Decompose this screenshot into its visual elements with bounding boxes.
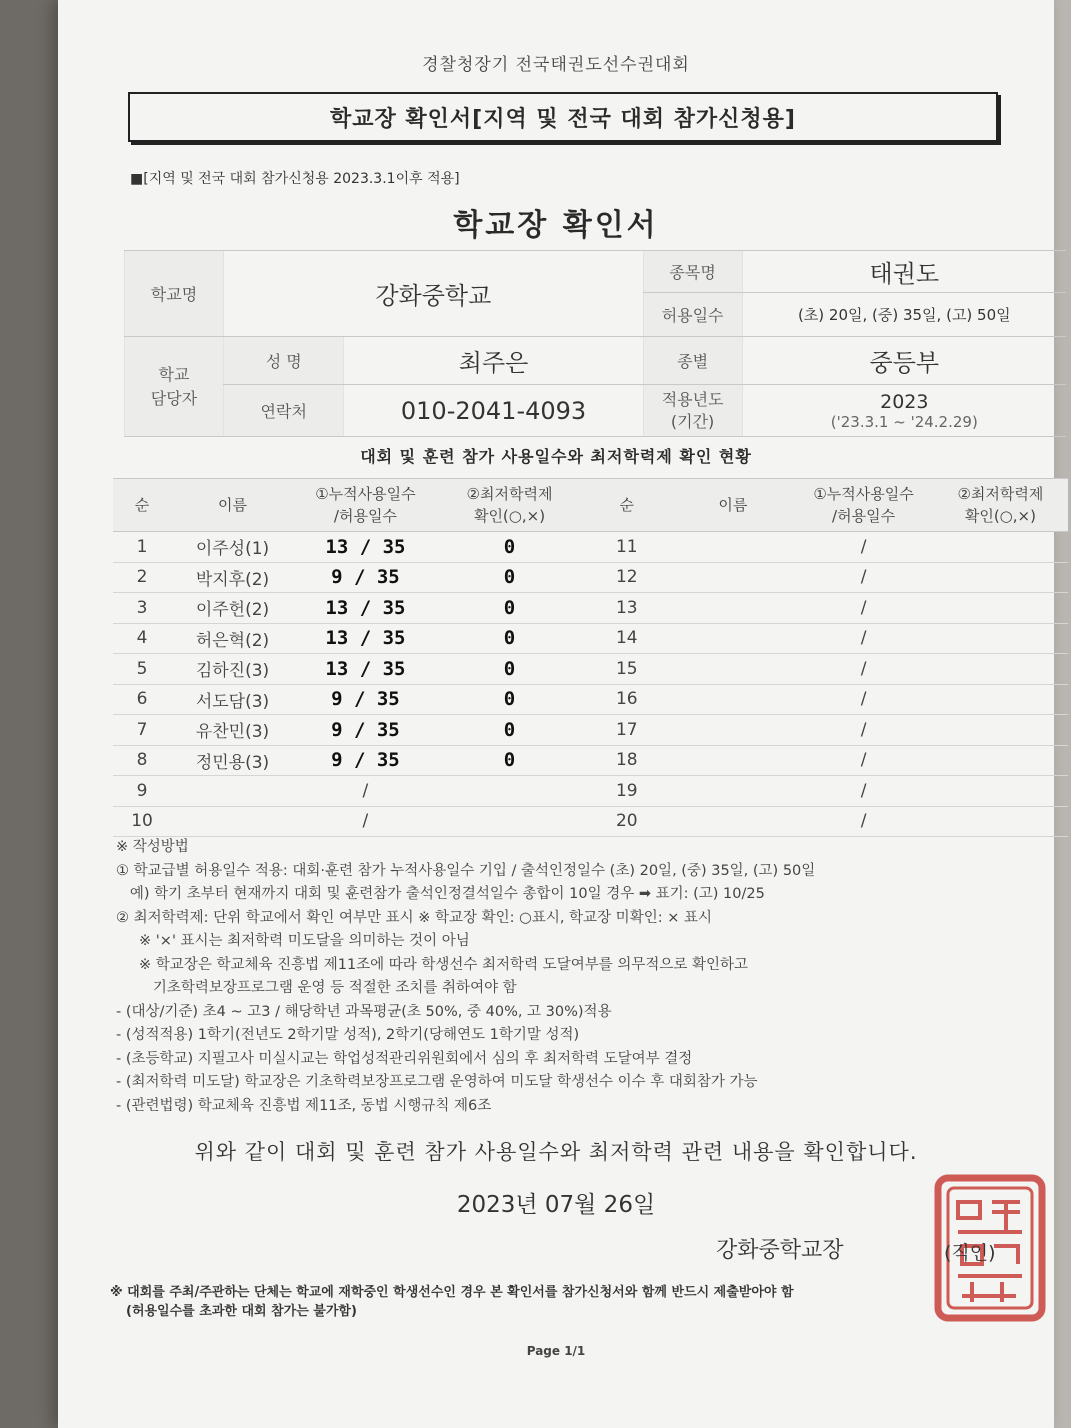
cell-name (671, 776, 794, 807)
cell-no: 3 (113, 593, 171, 624)
cell-no: 6 (113, 684, 171, 715)
document-title: 학교장 확인서[지역 및 전국 대회 참가신청용] (330, 106, 796, 132)
status-heading: 대회 및 훈련 참가 사용일수와 최저학력제 확인 현황 (360, 447, 752, 466)
footnote-line-2: (허용일수를 초과한 대회 참가는 불가함) (126, 1304, 357, 1319)
cell-used-days: / (794, 562, 933, 593)
cell-used-days: 13 / 35 (294, 654, 437, 685)
cell-min-academic: 0 (437, 654, 582, 685)
cell-min-academic (933, 654, 1068, 685)
method-line: ※ '×' 표시는 최저학력 미도달을 의미하는 것이 아님 (116, 933, 470, 949)
cell-used-days: / (794, 654, 933, 685)
header-name: 이름 (171, 479, 294, 532)
cell-used-days: 9 / 35 (294, 745, 437, 776)
header-no: 순 (113, 479, 171, 532)
cell-used-days: 9 / 35 (294, 715, 437, 746)
cell-no: 11 (582, 532, 671, 563)
cell-name: 유찬민(3) (171, 715, 294, 746)
cell-no: 19 (582, 776, 671, 807)
document-page (58, 0, 1054, 1428)
cell-no: 9 (113, 776, 171, 807)
table-row (113, 684, 1068, 715)
table-row (113, 623, 1068, 654)
athlete-table (113, 478, 1068, 837)
cell-no: 1 (113, 532, 171, 563)
cell-no: 12 (582, 562, 671, 593)
cell-no: 20 (582, 806, 671, 837)
cell-used-days: / (794, 532, 933, 563)
table-row (113, 654, 1068, 685)
cell-used-days: 13 / 35 (294, 593, 437, 624)
cell-used-days: / (794, 623, 933, 654)
cell-used-days: / (794, 684, 933, 715)
cell-no: 5 (113, 654, 171, 685)
cell-name: 이주헌(2) (171, 593, 294, 624)
cell-min-academic: 0 (437, 532, 582, 563)
info-table (124, 250, 1066, 437)
cell-no: 4 (113, 623, 171, 654)
cell-used-days: 13 / 35 (294, 532, 437, 563)
contact-value: 010-2041-4093 (344, 385, 643, 437)
name-label: 성 명 (223, 337, 344, 385)
method-line: ② 최저학력제: 단위 학교에서 확인 여부만 표시 ※ 학교장 확인: ○표시, 학교장 미확인: × 표시 (116, 909, 712, 926)
table-row (113, 562, 1068, 593)
cell-name: 김하진(3) (171, 654, 294, 685)
cell-used-days: 13 / 35 (294, 623, 437, 654)
header-min-academic-2: ②최저학력제 확인(○,×) (933, 479, 1068, 532)
cell-name: 서도담(3) (171, 684, 294, 715)
cell-name (671, 684, 794, 715)
cell-name (671, 593, 794, 624)
method-line: - (최저학력 미도달) 학교장은 기초학력보장프로그램 운영하여 미도달 학생선수 이수 후 대회참가 가능 (116, 1074, 758, 1090)
year-label: 적용년도 (기간) (643, 385, 742, 437)
table-row (113, 532, 1068, 563)
cell-name: 이주성(1) (171, 532, 294, 563)
method-line: - (관련법령) 학교체육 진흥법 제11조, 동법 시행규칙 제6조 (116, 1097, 492, 1114)
seal-label: (직인) (944, 1242, 996, 1264)
table-row (113, 715, 1068, 746)
cell-min-academic (933, 562, 1068, 593)
method-line: 기초학력보장프로그램 운영 등 적절한 조치를 취하여야 함 (116, 980, 517, 996)
cell-name (671, 806, 794, 837)
cell-name (671, 532, 794, 563)
header-no-2: 순 (582, 479, 671, 532)
header-min-academic: ②최저학력제 확인(○,×) (437, 479, 582, 532)
manager-label: 학교 담당자 (125, 337, 224, 437)
cell-used-days: / (294, 776, 437, 807)
cell-name: 허은혁(2) (171, 623, 294, 654)
allowed-days-label: 허용일수 (643, 293, 742, 337)
name-value: 최주은 (344, 337, 643, 385)
footnote (110, 1283, 794, 1321)
cell-no: 10 (113, 806, 171, 837)
method-heading: ※ 작성방법 (116, 839, 189, 855)
cell-min-academic: 0 (437, 623, 582, 654)
table-row (113, 776, 1068, 807)
cell-used-days: / (794, 715, 933, 746)
cell-used-days: 9 / 35 (294, 562, 437, 593)
cell-name (171, 806, 294, 837)
cell-name (671, 745, 794, 776)
table-row (113, 806, 1068, 837)
cell-min-academic (933, 776, 1068, 807)
cell-min-academic (933, 715, 1068, 746)
writing-method (116, 836, 1056, 1118)
applicability-note: ■[지역 및 전국 대회 참가신청용 2023.3.1이후 적용] (130, 171, 460, 187)
method-lines (116, 860, 1056, 1119)
cell-no: 7 (113, 715, 171, 746)
cell-no: 14 (582, 623, 671, 654)
cell-no: 2 (113, 562, 171, 593)
division-label: 종별 (643, 337, 742, 385)
cell-name (671, 562, 794, 593)
year-period: ('23.3.1 ~ '24.2.29) (830, 412, 978, 431)
cell-min-academic: 0 (437, 715, 582, 746)
header-used-days: ①누적사용일수 /허용일수 (294, 479, 437, 532)
header-used-days-2: ①누적사용일수 /허용일수 (794, 479, 933, 532)
cell-min-academic (437, 776, 582, 807)
cell-name: 정민용(3) (171, 745, 294, 776)
table-row (113, 593, 1068, 624)
cell-min-academic (933, 806, 1068, 837)
cell-min-academic: 0 (437, 684, 582, 715)
page-number: Page 1/1 (526, 1344, 586, 1358)
cell-name: 박지후(2) (171, 562, 294, 593)
method-line: - (대상/기준) 초4 ~ 고3 / 해당학년 과목평균(초 50%, 중 40%, 고 30%)적용 (116, 1003, 612, 1020)
cell-no: 16 (582, 684, 671, 715)
cell-min-academic (933, 623, 1068, 654)
method-line: - (성적적용) 1학기(전년도 2학기말 성적), 2학기(당해연도 1학기말 성적) (116, 1027, 580, 1043)
document-title-box (128, 92, 998, 142)
cell-name (671, 654, 794, 685)
header-name-2: 이름 (671, 479, 794, 532)
cell-min-academic (933, 684, 1068, 715)
cell-name (171, 776, 294, 807)
cell-name (671, 715, 794, 746)
sport-label: 종목명 (643, 251, 742, 293)
cell-min-academic (933, 593, 1068, 624)
school-label: 학교명 (125, 251, 224, 337)
table-row (113, 745, 1068, 776)
cell-used-days: / (794, 806, 933, 837)
method-line: 예) 학기 초부터 현재까지 대회 및 훈련참가 출석인정결석일수 총합이 10일 경우 ➡ 표기: (고) 10/25 (116, 886, 765, 902)
cell-used-days: / (794, 593, 933, 624)
cell-min-academic: 0 (437, 562, 582, 593)
contact-label: 연락처 (223, 385, 344, 437)
year-value: 2023 (880, 390, 929, 413)
issue-date: 2023년 07월 26일 (456, 1192, 656, 1218)
year-cell (742, 385, 1066, 437)
cell-min-academic: 0 (437, 745, 582, 776)
main-title: 학교장 확인서 (453, 208, 659, 243)
method-line: ① 학교급별 허용일수 적용: 대회·훈련 참가 누적사용일수 기입 / 출석인정일수 (초) 20일, (중) 35일, (고) 50일 (116, 862, 816, 879)
method-line: ※ 학교장은 학교체육 진흥법 제11조에 따라 학생선수 최저학력 도달여부를 의무적으로 확인하고 (116, 956, 748, 973)
footnote-line-1: ※ 대회를 주최/주관하는 단체는 학교에 재학중인 학생선수인 경우 본 확인서를 참가신청서와 함께 반드시 제출받아야 함 (110, 1285, 794, 1300)
school-value: 강화중학교 (223, 251, 643, 337)
cell-used-days: / (294, 806, 437, 837)
cell-no: 13 (582, 593, 671, 624)
division-value: 중등부 (742, 337, 1066, 385)
cell-min-academic (437, 806, 582, 837)
method-line: - (초등학교) 지필고사 미실시교는 학업성적관리위원회에서 심의 후 최저학력 도달여부 결정 (116, 1050, 693, 1067)
cell-used-days: / (794, 745, 933, 776)
confirmation-text: 위와 같이 대회 및 훈련 참가 사용일수와 최저학력 관련 내용을 확인합니다. (194, 1140, 918, 1164)
principal-name: 강화중학교장 (716, 1238, 844, 1263)
cell-min-academic (933, 745, 1068, 776)
event-name: 경찰청장기 전국태권도선수권대회 (422, 55, 690, 75)
sport-value: 태권도 (742, 251, 1066, 293)
cell-used-days: / (794, 776, 933, 807)
cell-no: 17 (582, 715, 671, 746)
cell-used-days: 9 / 35 (294, 684, 437, 715)
allowed-days-value: (초) 20일, (중) 35일, (고) 50일 (742, 293, 1066, 337)
cell-name (671, 623, 794, 654)
cell-min-academic (933, 532, 1068, 563)
cell-no: 8 (113, 745, 171, 776)
cell-no: 18 (582, 745, 671, 776)
cell-min-academic: 0 (437, 593, 582, 624)
cell-no: 15 (582, 654, 671, 685)
